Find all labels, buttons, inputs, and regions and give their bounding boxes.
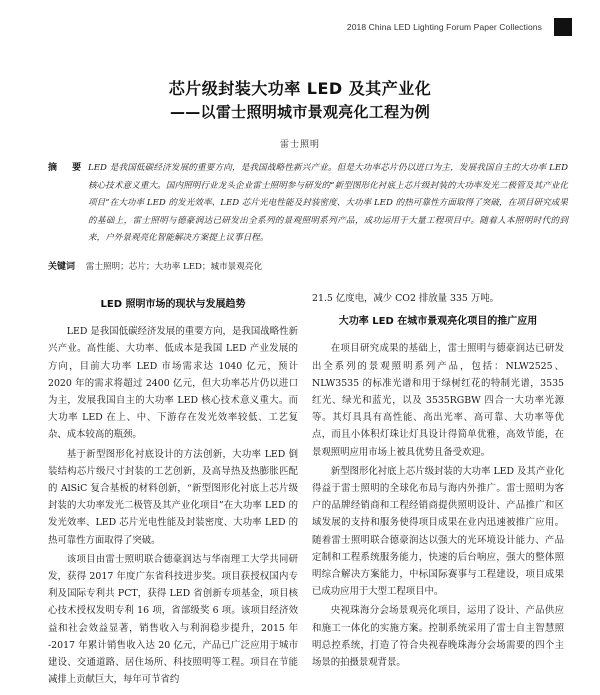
article-title: 芯片级封装大功率 LED 及其产业化 (168, 79, 432, 98)
paragraph: 该项目由雷士照明联合德豪润达与华南理工大学共同研发，获得 2017 年度广东省科技进步奖。项目获授权国内专利及国际专利共 PCT，获得 LED 省创新专项基金，项目核心技术授权发明专利 16 项，省部级奖 6 项。该项目经济效益和社会效益显著，销售收入与利润稳步提升，2015 年 -2017 年累计销售收入达 20 亿元，产品已广泛应用于城市建设、交通道路、居住场所、科技照明等工程。项目在节能减排上贡献巨大，每年可节省约 (48, 553, 298, 686)
abstract (48, 160, 568, 248)
paragraph-continued: 21.5 亿度电，减少 CO2 排放量 335 万吨。 (312, 293, 499, 304)
abstract-text: LED 是我国低碳经济发展的重要方向，是我国战略性新兴产业。但是大功率芯片仍以进口为主，发展我国自主的大功率 LED 核心技术意义重大。国内照明行业龙头企业雷士照明参与研发的“新型图形化衬底上芯片级封装的大功率发光二极管及其产业化项目”在大功率 LED 的发光效率、LED 芯片光电性能及封装密度、大功率 LED 的热可靠性方面取得了突破，在项目研究成果的基础上，雷士照明与德豪润达已研发出全系列的景观照明系列产品，成功运用于大量工程项目中。随着人本照明时代的到来，户外景观亮化智能解决方案提上议事日程。 (88, 163, 568, 243)
section-heading-application: 大功率 LED 在城市景观亮化项目的推广应用 (338, 316, 538, 328)
paragraph: 基于新型图形化衬底设计的方法创新，大功率 LED 倒装结构芯片级尺寸封装的工艺创新，及高导热及热膨胀匹配的 AlSiC 复合基板的材料创新，“新型图形化衬底上芯片级封装的大功率发光二极管及其产业化项目”在大功率 LED 的发光效率、LED 芯片光电性能及封装密度、大功率 LED 的热可靠性方面取得了突破。 (48, 448, 298, 546)
article-subtitle: ——以雷士照明城市景观亮化工程为例 (169, 103, 431, 121)
keywords-text: 雷士照明；芯片；大功率 LED；城市景观亮化 (85, 262, 263, 272)
paragraph: LED 是我国低碳经济发展的重要方向，是我国战略性新兴产业。高性能、大功率、低成本是我国 LED 产业发展的方向，目前大功率 LED 市场需求达 1040 亿元，预计 2020 年的需求将超过 2400 亿元，但大功率芯片仍以进口为主，发展我国自主的大功率 LED 核心技术意义重大。而大功率 LED 在上、中、下游存在发光效率较低、工艺复杂、成本较高的瓶颈。 (48, 326, 298, 441)
author: 雷士照明 (279, 140, 320, 150)
left-column (48, 290, 298, 690)
running-title: 2018 China LED Lighting Forum Paper Collections (346, 22, 542, 32)
paragraph: 在项目研究成果的基础上，雷士照明与德豪润达已研发出全系列的景观照明系列产品，包括：NLW2525、NLW3535 的标准光谱和用于绿树红花的特制光谱，3535 红光、绿光和蓝光，以及 3535RGBW 四合一大功率光源等。其灯具具有高性能、高出光率、高可靠、大功率等优点，而且小体积灯珠让灯具设计得简单优雅，高效节能，在景观照明应用市场上被具优势且备受欢迎。 (312, 343, 564, 458)
keywords (48, 259, 568, 272)
running-header (0, 18, 600, 38)
paragraph: 新型图形化衬底上芯片级封装的大功率 LED 及其产业化得益于雷士照明的全球化布局与海内外推广。雷士照明为客户的品牌经销商和工程经销商提供照明设计、产品推广和区域发展的支持和服务使得项目成果在业内迅速被推广应用。随着雷士照明联合德豪润达以强大的光环境设计能力、产品定制和工程系统服务能力，快速的后台响应，强大的整体照明综合解决方案能力，中标国际赛事与工程建设，项目成果已成功应用于大型工程项目中。 (312, 465, 564, 598)
right-column (312, 290, 564, 673)
abstract-label: 摘 要 (48, 163, 88, 173)
paragraph: 央视珠海分会场景观亮化项目，运用了设计、产品供应和施工一体化的实施方案。控制系统采用了雷士自主智慧照明总控系统，打造了符合央视春晚珠海分会场需要的四个主场景的拍摄景观背景。 (312, 605, 564, 669)
section-heading-market: LED 照明市场的现状与发展趋势 (100, 299, 246, 310)
page-edge-tab (554, 18, 572, 36)
keywords-label: 关键词 (48, 262, 76, 272)
